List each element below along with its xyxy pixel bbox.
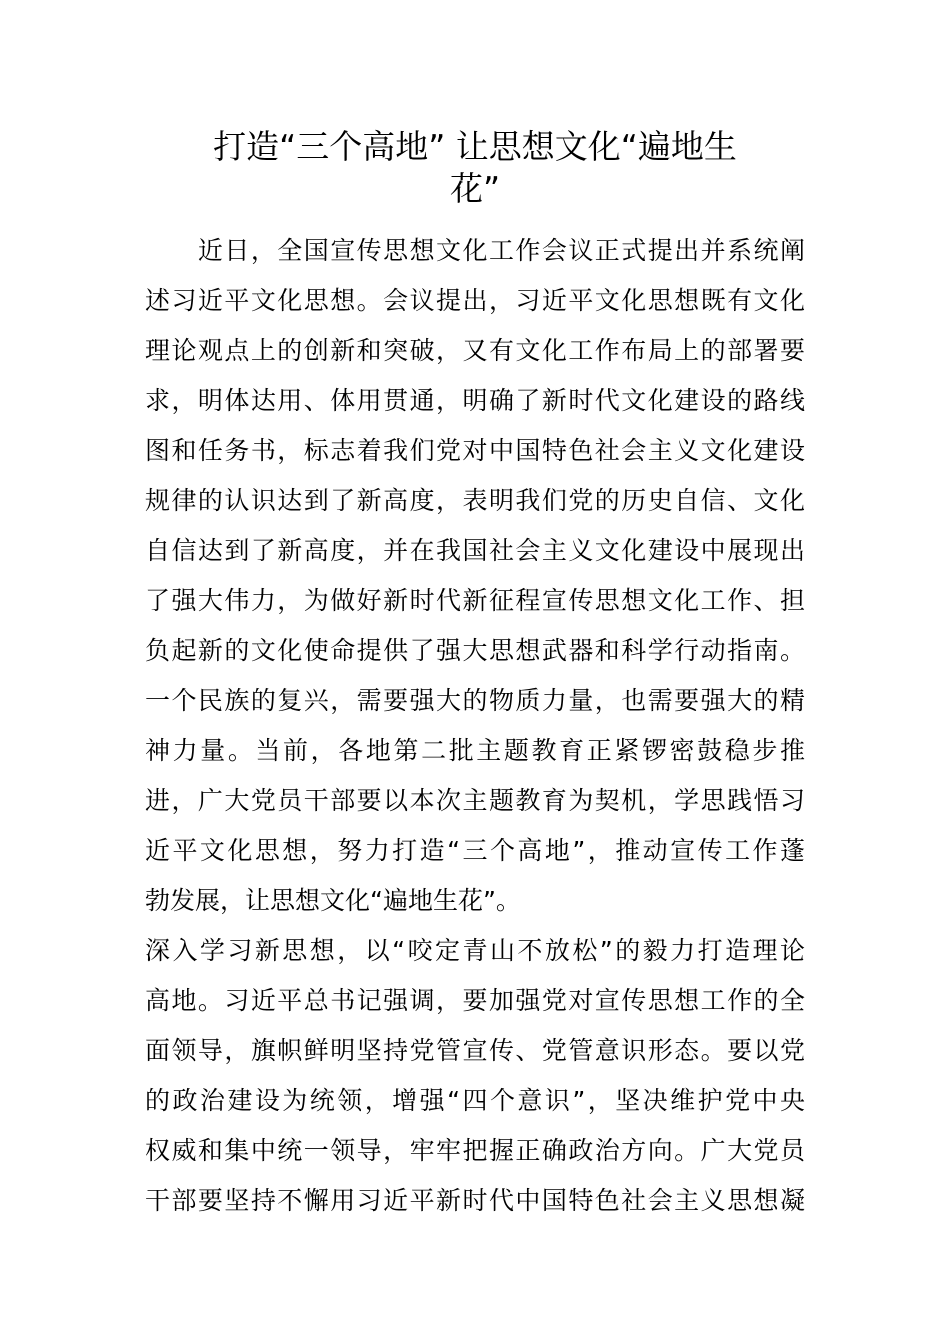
text-line: 一个民族的复兴，需要强大的物质力量，也需要强大的精 — [145, 686, 805, 715]
text-line: 述习近平文化思想。会议提出，习近平文化思想既有文化 — [145, 286, 805, 315]
text-line: 面领导，旗帜鲜明坚持党管宣传、党管意识形态。要以党 — [145, 1036, 805, 1065]
paragraph-1 — [145, 226, 805, 676]
text-line: 的政治建设为统领，增强“四个意识”，坚决维护党中央 — [145, 1086, 805, 1115]
text-line: 规律的认识达到了新高度，表明我们党的历史自信、文化 — [145, 486, 805, 515]
document-body — [145, 226, 805, 1226]
text-line: 理论观点上的创新和突破，又有文化工作布局上的部署要 — [145, 336, 805, 365]
title-line: 花” — [449, 169, 501, 208]
text-line: 勃发展，让思想文化“遍地生花”。 — [145, 886, 521, 915]
text-line: 干部要坚持不懈用习近平新时代中国特色社会主义思想凝 — [145, 1186, 805, 1215]
text-line: 权威和集中统一领导，牢牢把握正确政治方向。广大党员 — [145, 1136, 805, 1165]
text-line: 高地。习近平总书记强调，要加强党对宣传思想工作的全 — [145, 986, 805, 1015]
text-line: 近平文化思想，努力打造“三个高地”，推动宣传工作蓬 — [145, 836, 805, 865]
text-line: 神力量。当前，各地第二批主题教育正紧锣密鼓稳步推 — [145, 736, 805, 765]
paragraph-2 — [145, 676, 805, 926]
text-line: 深入学习新思想，以“咬定青山不放松”的毅力打造理论 — [145, 936, 805, 965]
document-title — [145, 126, 805, 210]
title-line: 打造“三个高地” 让思想文化“遍地生 — [213, 127, 737, 166]
text-line: 自信达到了新高度，并在我国社会主义文化建设中展现出 — [145, 536, 805, 565]
paragraph-3 — [145, 926, 805, 1226]
text-line: 负起新的文化使命提供了强大思想武器和科学行动指南。 — [145, 636, 805, 665]
text-line: 近日，全国宣传思想文化工作会议正式提出并系统阐 — [145, 236, 805, 265]
text-line: 图和任务书，标志着我们党对中国特色社会主义文化建设 — [145, 436, 805, 465]
text-line: 求，明体达用、体用贯通，明确了新时代文化建设的路线 — [145, 386, 805, 415]
text-line: 了强大伟力，为做好新时代新征程宣传思想文化工作、担 — [145, 586, 805, 615]
text-line: 进，广大党员干部要以本次主题教育为契机，学思践悟习 — [145, 786, 805, 815]
